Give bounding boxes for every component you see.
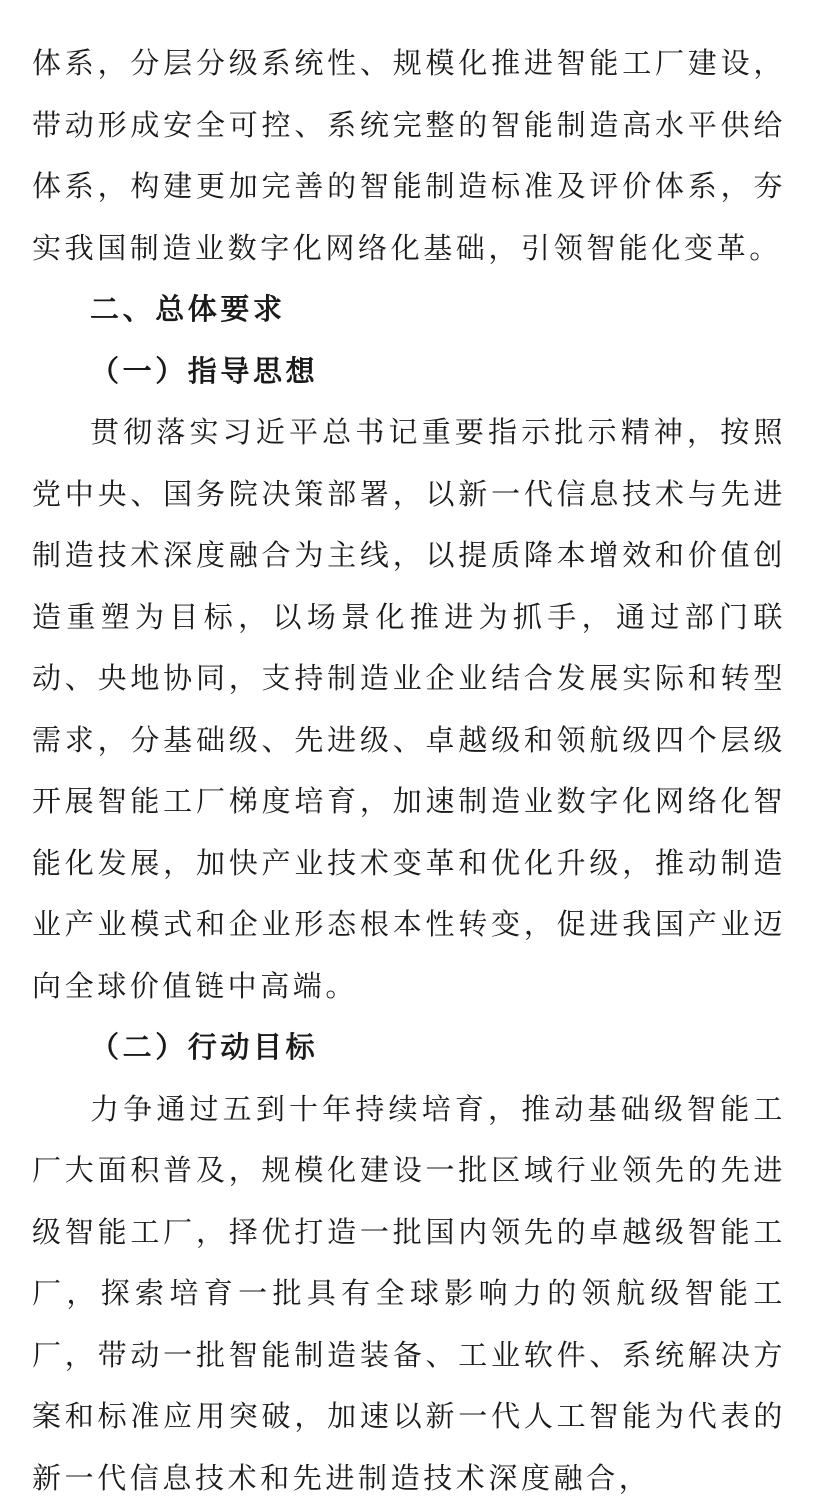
section-heading: 二、总体要求 [32, 279, 786, 341]
subsection-2-heading: （二）行动目标 [32, 1017, 786, 1079]
subsection-2-paragraph: 力争通过五到十年持续培育，推动基础级智能工厂大面积普及，规模化建设一批区域行业领先的先进级智能工厂，择优打造一批国内领先的卓越级智能工厂，探索培育一批具有全球影响力的领航级智能工厂，带动一批智能制造装备、工业软件、系统解决方案和标准应用突破，加速以新一代人工智能为代表的新一代信息技术和先进制造技术深度融合， [32, 1079, 786, 1509]
intro-paragraph: 体系，分层分级系统性、规模化推进智能工厂建设，带动形成安全可控、系统完整的智能制造高水平供给体系，构建更加完善的智能制造标准及评价体系，夯实我国制造业数字化网络化基础，引领智能化变革。 [32, 33, 786, 279]
subsection-1-paragraph: 贯彻落实习近平总书记重要指示批示精神，按照党中央、国务院决策部署，以新一代信息技术与先进制造技术深度融合为主线，以提质降本增效和价值创造重塑为目标，以场景化推进为抓手，通过部门联动、央地协同，支持制造业企业结合发展实际和转型需求，分基础级、先进级、卓越级和领航级四个层级开展智能工厂梯度培育，加速制造业数字化网络化智能化发展，加快产业技术变革和优化升级，推动制造业产业模式和企业形态根本性转变，促进我国产业迈向全球价值链中高端。 [32, 402, 786, 1017]
subsection-1-heading: （一）指导思想 [32, 341, 786, 403]
